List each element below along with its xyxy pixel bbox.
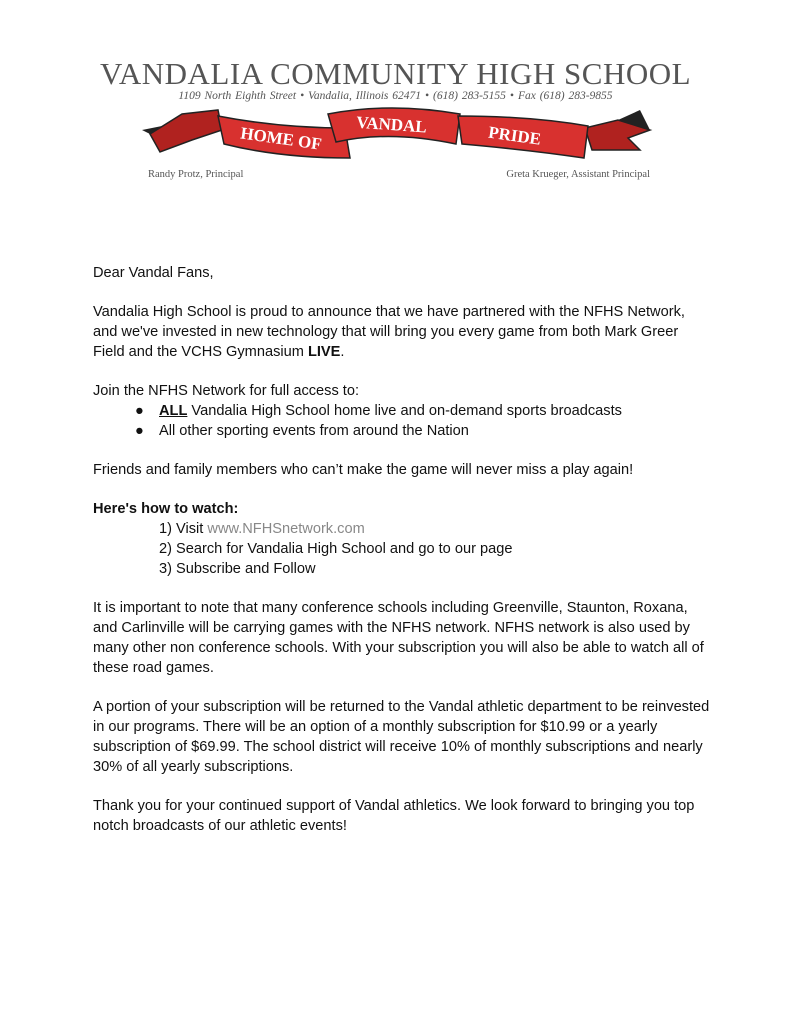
banner-home-of: HOME OF (239, 123, 323, 154)
nfhs-network-link[interactable]: www.NFHSnetwork.com (207, 521, 365, 537)
announcement-text: Vandalia High School is proud to announce that we have partnered with the NFHS Network, and we've invested in new technology that will bring you every game from both Mark Greer Field and the VCHS Gymnasium (93, 304, 685, 360)
school-address: 1109 North Eighth Street • Vandalia, Illinois 62471 • (618) 283-5155 • Fax (618) 283-9855 (178, 90, 613, 102)
live-emphasis: LIVE (307, 344, 341, 360)
step-item: 2) Search for Vandalia High School and go to our page (159, 541, 513, 557)
all-emphasis: ALL (159, 403, 188, 419)
friends-paragraph: Friends and family members who can’t make the game will never miss a play again! (93, 462, 634, 478)
howto-heading: Here's how to watch: (93, 501, 239, 517)
fax-number: Fax (618) 283-9855 (517, 90, 613, 102)
street-address: 1109 North Eighth Street (178, 90, 297, 102)
announcement-paragraph (93, 302, 713, 362)
banner-vandal: VANDAL (355, 112, 428, 137)
bullet-icon: ● (135, 403, 144, 419)
letter-body (93, 263, 713, 855)
conference-paragraph: It is important to note that many conference schools including Greenville, Staunton, Roxana, and Carlinville will be carrying games with the NFHS network. NFHS network is also used by many other non conference schools. With your subscription you will also be able to watch all of these road games. (93, 600, 704, 676)
banner-pride: PRIDE (487, 122, 543, 149)
join-intro: Join the NFHS Network for full access to: (93, 383, 360, 399)
home-of-vandal-pride-banner (140, 100, 660, 170)
city-address: Vandalia, Illinois 62471 (308, 90, 421, 102)
salutation: Dear Vandal Fans, (93, 265, 214, 281)
list-item (93, 401, 713, 421)
step-item (93, 519, 713, 539)
steps-list (93, 519, 713, 579)
bullet-text: Vandalia High School home live and on-demand sports broadcasts (187, 403, 622, 419)
closing-paragraph: Thank you for your continued support of Vandal athletics. We look forward to bringing you top notch broadcasts of our athletic events! (93, 798, 695, 834)
bullet-icon: ● (135, 423, 144, 439)
subscription-paragraph: A portion of your subscription will be returned to the Vandal athletic department to be reinvested in our programs. There will be an option of a monthly subscription for $10.99 or a yearly subscription of $69.99. The school district will receive 10% of monthly subscriptions and nearly 30% of all yearly subscriptions. (93, 699, 710, 775)
principal-name: Randy Protz, Principal (148, 169, 244, 180)
school-name: VANDALIA COMMUNITY HIGH SCHOOL (99, 56, 692, 91)
step-item: 3) Subscribe and Follow (159, 561, 316, 577)
letterhead (0, 0, 791, 200)
phone-number: (618) 283-5155 (433, 90, 506, 102)
assistant-principal-name: Greta Krueger, Assistant Principal (506, 169, 650, 180)
bullet-text: All other sporting events from around the Nation (159, 423, 469, 439)
announcement-period: . (340, 344, 345, 360)
step1-prefix: 1) Visit (159, 521, 208, 537)
access-list (93, 401, 713, 441)
list-item (93, 421, 713, 441)
